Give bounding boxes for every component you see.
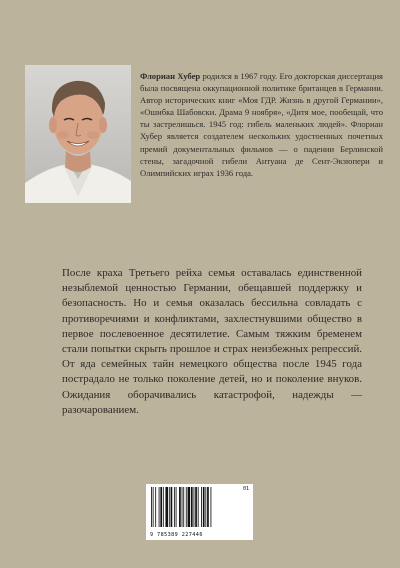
barcode-bar	[159, 487, 160, 527]
barcode-bar	[171, 487, 173, 527]
barcode-bar	[182, 487, 183, 527]
barcode-bar	[203, 487, 205, 527]
barcode-bar	[191, 487, 193, 527]
barcode-bar	[194, 487, 195, 527]
barcode-bar	[169, 487, 170, 527]
barcode-bar	[195, 487, 197, 527]
barcode-bar	[176, 487, 177, 527]
barcode-bar	[183, 487, 184, 527]
barcode-bar	[207, 487, 209, 527]
barcode-bar	[186, 487, 187, 527]
barcode-bars	[150, 487, 238, 527]
barcode-bar	[188, 487, 191, 527]
book-description: После краха Третьего рейха семья оставалась единственной незыблемой ценностью Германии, обещавшей поддержку и безопасность. Но и семья оказалась бессильна совладать с противоречиями и конфликтами, захлестнувшими общество в первое послевоенное десятилетие. Самым тяжким бременем стали попытки скрыть прошлое и страх неизбежных репрессий. От яда семейных тайн немецкого общества после 1945 года пострадало не только поколение детей, но и поколение внуков. Ожидания оборачивались катастрофой, надежды — разочарованием.	[62, 267, 362, 416]
barcode-bar	[165, 487, 168, 527]
barcode-bar	[174, 487, 175, 527]
barcode-number: 9 785389 227446	[150, 532, 203, 538]
barcode-bar	[160, 487, 162, 527]
barcode-bar	[211, 487, 212, 527]
barcode-bar	[198, 487, 199, 527]
barcode-bar	[179, 487, 181, 527]
barcode-addon: 01	[242, 486, 249, 492]
barcode-bar	[151, 487, 152, 527]
barcode-bar	[153, 487, 154, 527]
author-name: Флориан Хубер	[140, 71, 201, 81]
author-bio-text: родился в 1967 году. Его докторская диссертация была посвящена оккупационной политике британцев в Германии. Автор исторических книг «Моя ГДР. Жизнь в другой Германии», «Ошибка Шабовски. Драма 9 ноября», «Дитя мое, пообещай, что ты застрелишься. 1945 год: гибель маленьких людей». Флориан Хубер является создателем нескольких удостоенных почетных премий документальных фильмов — о падении Берлинской стены, загадочной гибели Антуана де Сент-Экзюпери и Олимпийских играх 1936 года.	[140, 71, 383, 178]
author-bio	[140, 70, 383, 179]
barcode-bar	[201, 487, 202, 527]
barcode-bar	[155, 487, 156, 527]
barcode	[146, 484, 253, 540]
barcode-bar	[163, 487, 164, 527]
author-photo	[25, 65, 131, 203]
barcode-bar	[205, 487, 206, 527]
